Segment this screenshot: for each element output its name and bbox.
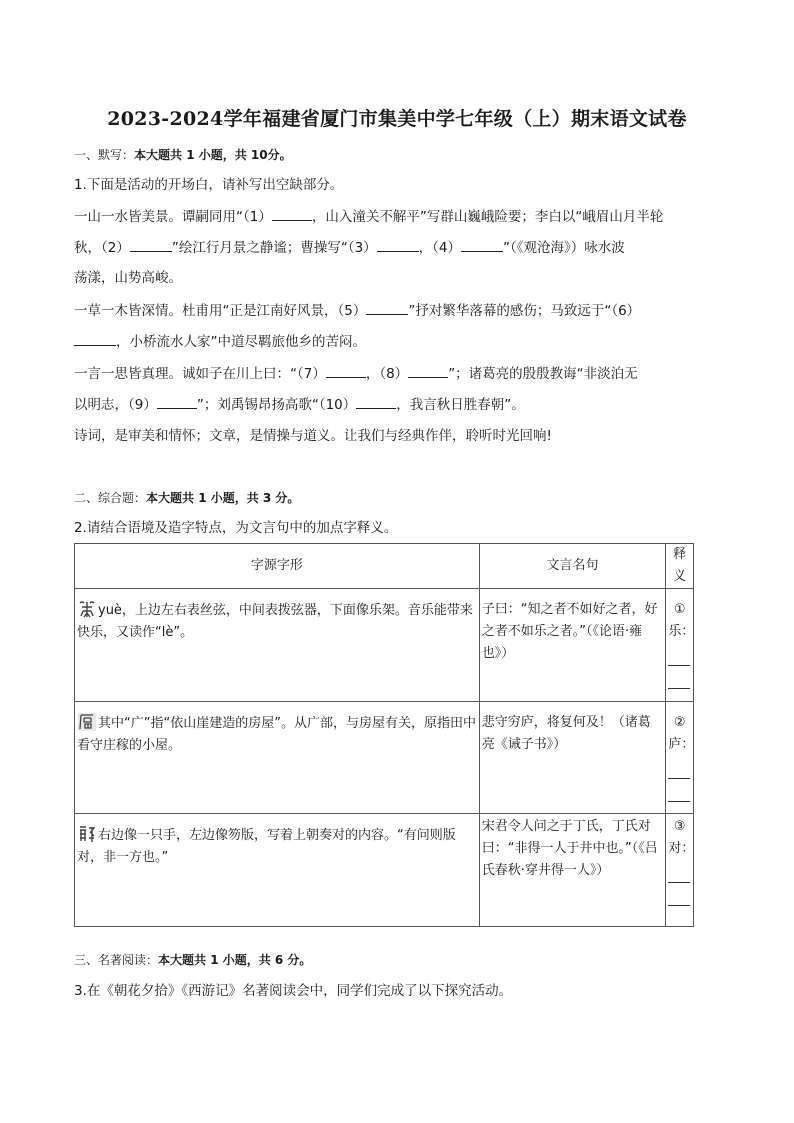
question-1-prompt: 1.下面是活动的开场白，请补写出空缺部分。 [74,177,344,193]
page-title: 2023-2024学年福建省厦门市集美中学七年级（上）期末语文试卷 [107,108,687,130]
blank-9[interactable] [157,396,197,409]
glossary-table [74,543,694,927]
blank-6[interactable] [74,333,116,346]
col-header-meaning: 释义 [666,544,694,589]
table-row [75,702,694,814]
blank-2[interactable] [130,239,172,252]
blank-3[interactable] [377,239,419,252]
q1-line-5: ，小桥流水人家”中道尽羁旅他乡的苦闷。 [74,333,724,350]
col-header-quote: 文言名句 [479,544,666,589]
blank-5[interactable] [366,302,408,315]
ancient-yue-glyph-icon [77,599,97,619]
blank-1[interactable] [272,208,312,221]
answer-cell: ③ 对： [666,814,694,927]
q1-line-7: 以明志，（9） ”；刘禹锡昂扬高歌“（10） ，我言秋日胜春朝”。 [74,397,525,413]
answer-cell: ② 庐： [666,702,694,814]
quote-cell: 宋君令人问之于丁氏，丁氏对曰：“非得一人于井中也。”（《吕氏春秋·穿井得一人》） [479,814,666,927]
source-cell: yuè，上边左右表丝弦，中间表拨弦器，下面像乐架。音乐能带来快乐，又读作“lè”。 [75,589,480,702]
q1-line-6: 一言一思皆真理。诚如子在川上曰：“（7） ，（8） ”；诸葛亮的殷殷教诲“非淡泊无 [74,366,638,382]
answer-blank-3b[interactable] [668,883,690,906]
section3-header: 三、名著阅读：本大题共 1 小题，共 6 分。 [74,953,312,967]
q1-line-4: 一草一木皆深情。杜甫用“正是江南好风景，（5） ”抒对繁华落幕的感伤；马致远于“（6） [74,303,641,319]
answer-blank-1[interactable] [668,643,690,666]
question-2-prompt: 2.请结合语境及造字特点，为文言句中的加点字释义。 [74,520,398,536]
q1-line-3: 荡漾，山势高峻。 [74,270,182,286]
answer-blank-2b[interactable] [668,779,690,802]
section1-header: 一、默写：本大题共 1 小题，共 10分。 [74,148,292,162]
q1-line-8: 诗词，是审美和情怀；文章，是情操与道义。让我们与经典作伴，聆听时光回响! [74,428,552,444]
blank-10[interactable] [356,396,396,409]
answer-cell: ① 乐： [666,589,694,702]
source-cell: 右边像一只手，左边像笏版，写着上朝奏对的内容。“有问则版对，非一方也。” [75,814,480,927]
answer-blank-3[interactable] [668,860,690,883]
table-row [75,814,694,927]
table-header-row [75,544,694,589]
section2-header: 二、综合题：本大题共 1 小题，共 3 分。 [74,491,300,505]
quote-cell: 悲守穷庐，将复何及！（诸葛亮《诫子书》） [479,702,666,814]
q1-line-2: 秋，（2） ”绘江行月景之静谧；曹操写“（3） ，（4） ”（《观沧海》）咏水波 [74,240,625,256]
answer-blank-2[interactable] [668,756,690,779]
ancient-dui-glyph-icon [77,824,97,844]
answer-blank-1b[interactable] [668,666,690,689]
source-cell: 其中“广”指“依山崖建造的房屋”。从广部，与房屋有关，原指田中看守庄稼的小屋。 [75,702,480,814]
table-row [75,589,694,702]
quote-cell: 子曰：“知之者不如好之者，好之者不如乐之者。”（《论语·雍也》） [479,589,666,702]
ancient-lu-glyph-icon [77,712,97,732]
blank-8[interactable] [408,365,448,378]
q1-line-1: 一山一水皆美景。谭嗣同用“（1） ，山入潼关不解平”写群山巍峨险要；李白以“峨眉山月半轮 [74,209,664,225]
blank-7[interactable] [326,365,366,378]
col-header-source: 字源字形 [75,544,480,589]
blank-4[interactable] [461,239,503,252]
question-3-prompt: 3.在《朝花夕拾》《西游记》名著阅读会中，同学们完成了以下探究活动。 [74,983,513,999]
